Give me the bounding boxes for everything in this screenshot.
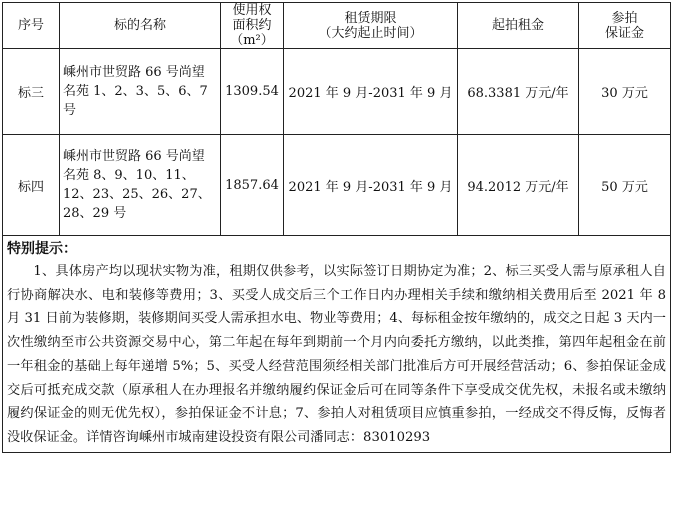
header-seq: 序号: [3, 3, 60, 49]
lease-auction-table: [2, 2, 671, 453]
header-deposit-line1: 参拍: [611, 10, 638, 26]
lot-seq: 标三: [3, 49, 60, 135]
table-row: [3, 49, 671, 135]
header-period: [284, 3, 458, 49]
lot-period: 2021 年 9 月-2031 年 9 月: [284, 49, 458, 135]
table-header-row: [3, 3, 671, 49]
notes-title: 特别提示：: [7, 241, 77, 257]
lot-rent: 94.2012 万元/年: [458, 135, 579, 236]
special-notes-cell: [3, 236, 671, 453]
lot-period: 2021 年 9 月-2031 年 9 月: [284, 135, 458, 236]
header-area-line2: 面积约: [232, 18, 272, 33]
lot-area: 1857.64: [221, 135, 284, 236]
header-deposit: [579, 3, 671, 49]
header-area-line1: 使用权: [232, 3, 272, 18]
header-rent: 起拍租金: [458, 3, 579, 49]
header-period-line2: （大约起止时间）: [318, 25, 423, 41]
lot-area: 1309.54: [221, 49, 284, 135]
header-deposit-line2: 保证金: [604, 25, 644, 41]
lot-name: 嵊州市世贸路 66 号尚望名苑 8、9、10、11、12、23、25、26、27、28、29 号: [60, 135, 221, 236]
lot-name: 嵊州市世贸路 66 号尚望名苑 1、2、3、5、6、7 号: [60, 49, 221, 135]
table-row: [3, 135, 671, 236]
header-period-line1: 租赁期限: [344, 10, 397, 26]
header-area-line3: （m²）: [230, 33, 274, 48]
lot-rent: 68.3381 万元/年: [458, 49, 579, 135]
header-name: 标的名称: [60, 3, 221, 49]
lot-deposit: 30 万元: [579, 49, 671, 135]
lot-deposit: 50 万元: [579, 135, 671, 236]
lot-seq: 标四: [3, 135, 60, 236]
notes-body: 1、具体房产均以现状实物为准，租期仅供参考，以实际签订日期协定为准；2、标三买受人需与原承租人自行协商解决水、电和装修等费用；3、买受人成交后三个工作日内办理相关手续和缴纳相关费用后至 2021 年 8 月 31 日前为装修期，装修期间买受人需承担水电、物业等费用；4、每标租金按年缴纳的，成交之日起 3 天内一次性缴纳至市公共资源交易中心，第二年起在每年到期前一个月内向委托方缴纳，以此类推，第四年起租金在前一年租金的基础上每年递增 5%；5、买受人经营范围须经相关部门批准后方可开展经营活动；6、参拍保证金成交后可抵充成交款（原承租人在办理报名并缴纳履约保证金后可在同等条件下享受成交优先权，未报名或未缴纳履约保证金的则无优先权），参拍保证金不计息；7、参拍人对租赁项目应慎重参拍，一经成交不得反悔，反悔者没收保证金。详情咨询嵊州市城南建设投资有限公司潘同志：83010293: [7, 264, 666, 445]
header-area: [221, 3, 284, 49]
notes-row: [3, 236, 671, 453]
